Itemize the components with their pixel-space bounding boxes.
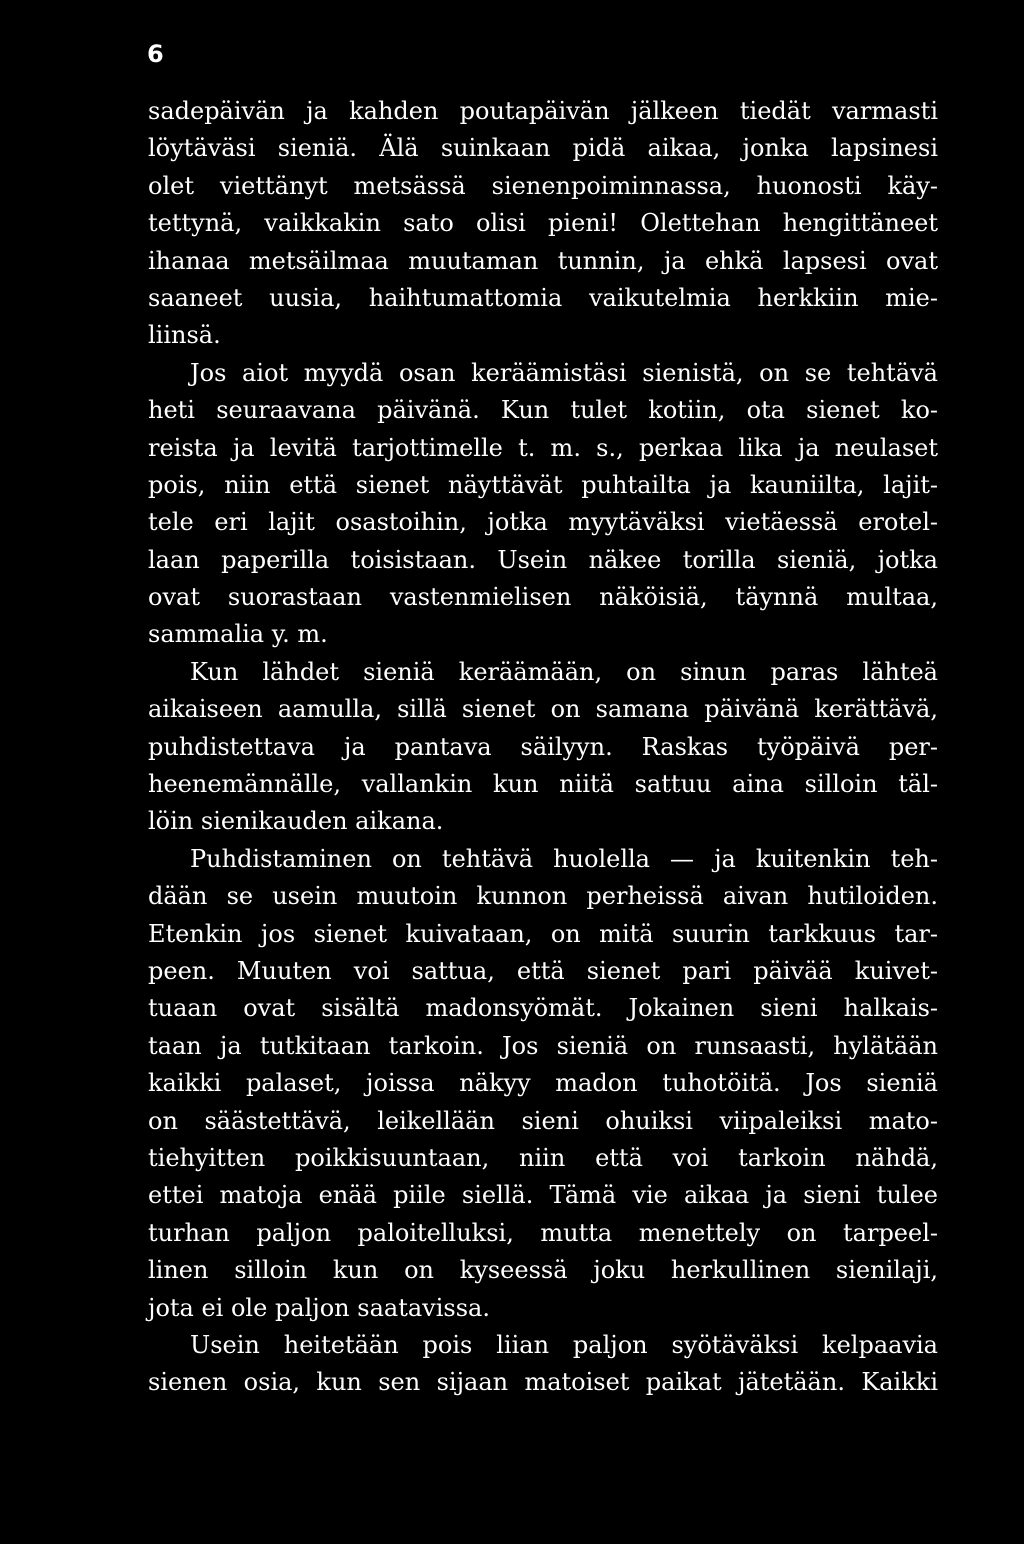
text-line: saaneet uusia, haihtumattomia vaikutelmia herkkiin mie-: [148, 283, 938, 312]
text-line: ihanaa metsäilmaa muutaman tunnin, ja ehkä lapsesi ovat: [148, 246, 938, 275]
page-number: 6: [147, 40, 164, 68]
text-line: pois, niin että sienet näyttävät puhtailta ja kauniilta, lajit-: [148, 470, 938, 499]
text-line: löin sienikauden aikana.: [148, 807, 444, 836]
text-line: olet viettänyt metsässä sienenpoiminnassa, huonosti käy-: [148, 171, 938, 200]
text-line: tettynä, vaikkakin sato olisi pieni! Olettehan hengittäneet: [148, 209, 938, 238]
text-line: jota ei ole paljon saatavissa.: [148, 1293, 490, 1322]
text-line: heti seuraavana päivänä. Kun tulet kotiin, ota sienet ko-: [148, 396, 938, 425]
text-line: linen silloin kun on kyseessä joku herkullinen sienilaji,: [148, 1256, 938, 1285]
text-line: liinsä.: [148, 321, 221, 350]
text-line: sienen osia, kun sen sijaan matoiset paikat jätetään. Kaikki: [148, 1368, 938, 1397]
text-line: Kun lähdet sieniä keräämään, on sinun paras lähteä: [190, 657, 938, 686]
text-line: tele eri lajit osastoihin, jotka myytäväksi vietäessä erotel-: [148, 508, 938, 537]
text-line: Jos aiot myydä osan keräämistäsi sienistä, on se tehtävä: [190, 358, 938, 387]
text-line: dään se usein muutoin kunnon perheissä aivan hutiloiden.: [148, 882, 938, 911]
text-line: kaikki palaset, joissa näkyy madon tuhotöitä. Jos sieniä: [148, 1069, 938, 1098]
text-line: Puhdistaminen on tehtävä huolella — ja kuitenkin teh-: [190, 844, 938, 873]
text-line: laan paperilla toisistaan. Usein näkee torilla sieniä, jotka: [148, 545, 938, 574]
text-line: taan ja tutkitaan tarkoin. Jos sieniä on runsaasti, hylätään: [148, 1031, 938, 1060]
text-line: aikaiseen aamulla, sillä sienet on samana päivänä kerättävä,: [148, 695, 938, 724]
text-line: sadepäivän ja kahden poutapäivän jälkeen tiedät varmasti: [148, 97, 938, 125]
text-line: Usein heitetään pois liian paljon syötäväksi kelpaavia: [190, 1330, 938, 1359]
text-line: tuaan ovat sisältä madonsyömät. Jokainen sieni halkais-: [148, 994, 938, 1023]
text-line: ovat suorastaan vastenmielisen näköisiä, täynnä multaa,: [148, 583, 938, 612]
text-line: sammalia y. m.: [148, 620, 328, 649]
text-line: on säästettävä, leikellään sieni ohuiksi viipaleiksi mato-: [148, 1106, 938, 1135]
text-line: reista ja levitä tarjottimelle t. m. s., perkaa lika ja neulaset: [148, 433, 938, 462]
text-line: tiehyitten poikkisuuntaan, niin että voi tarkoin nähdä,: [148, 1143, 938, 1172]
text-line: Etenkin jos sienet kuivataan, on mitä suurin tarkkuus tar-: [148, 919, 938, 948]
text-line: heenemännälle, vallankin kun niitä sattuu aina silloin täl-: [148, 770, 938, 799]
text-line: löytäväsi sieniä. Älä suinkaan pidä aikaa, jonka lapsinesi: [148, 134, 938, 163]
text-line: ettei matoja enää piile siellä. Tämä vie aikaa ja sieni tulee: [148, 1181, 938, 1210]
body-text: [148, 93, 938, 1402]
text-line: peen. Muuten voi sattua, että sienet pari päivää kuivet-: [148, 956, 938, 985]
text-line: puhdistettava ja pantava säilyyn. Raskas työpäivä per-: [148, 732, 938, 761]
text-line: turhan paljon paloitelluksi, mutta menettely on tarpeel-: [148, 1218, 938, 1247]
